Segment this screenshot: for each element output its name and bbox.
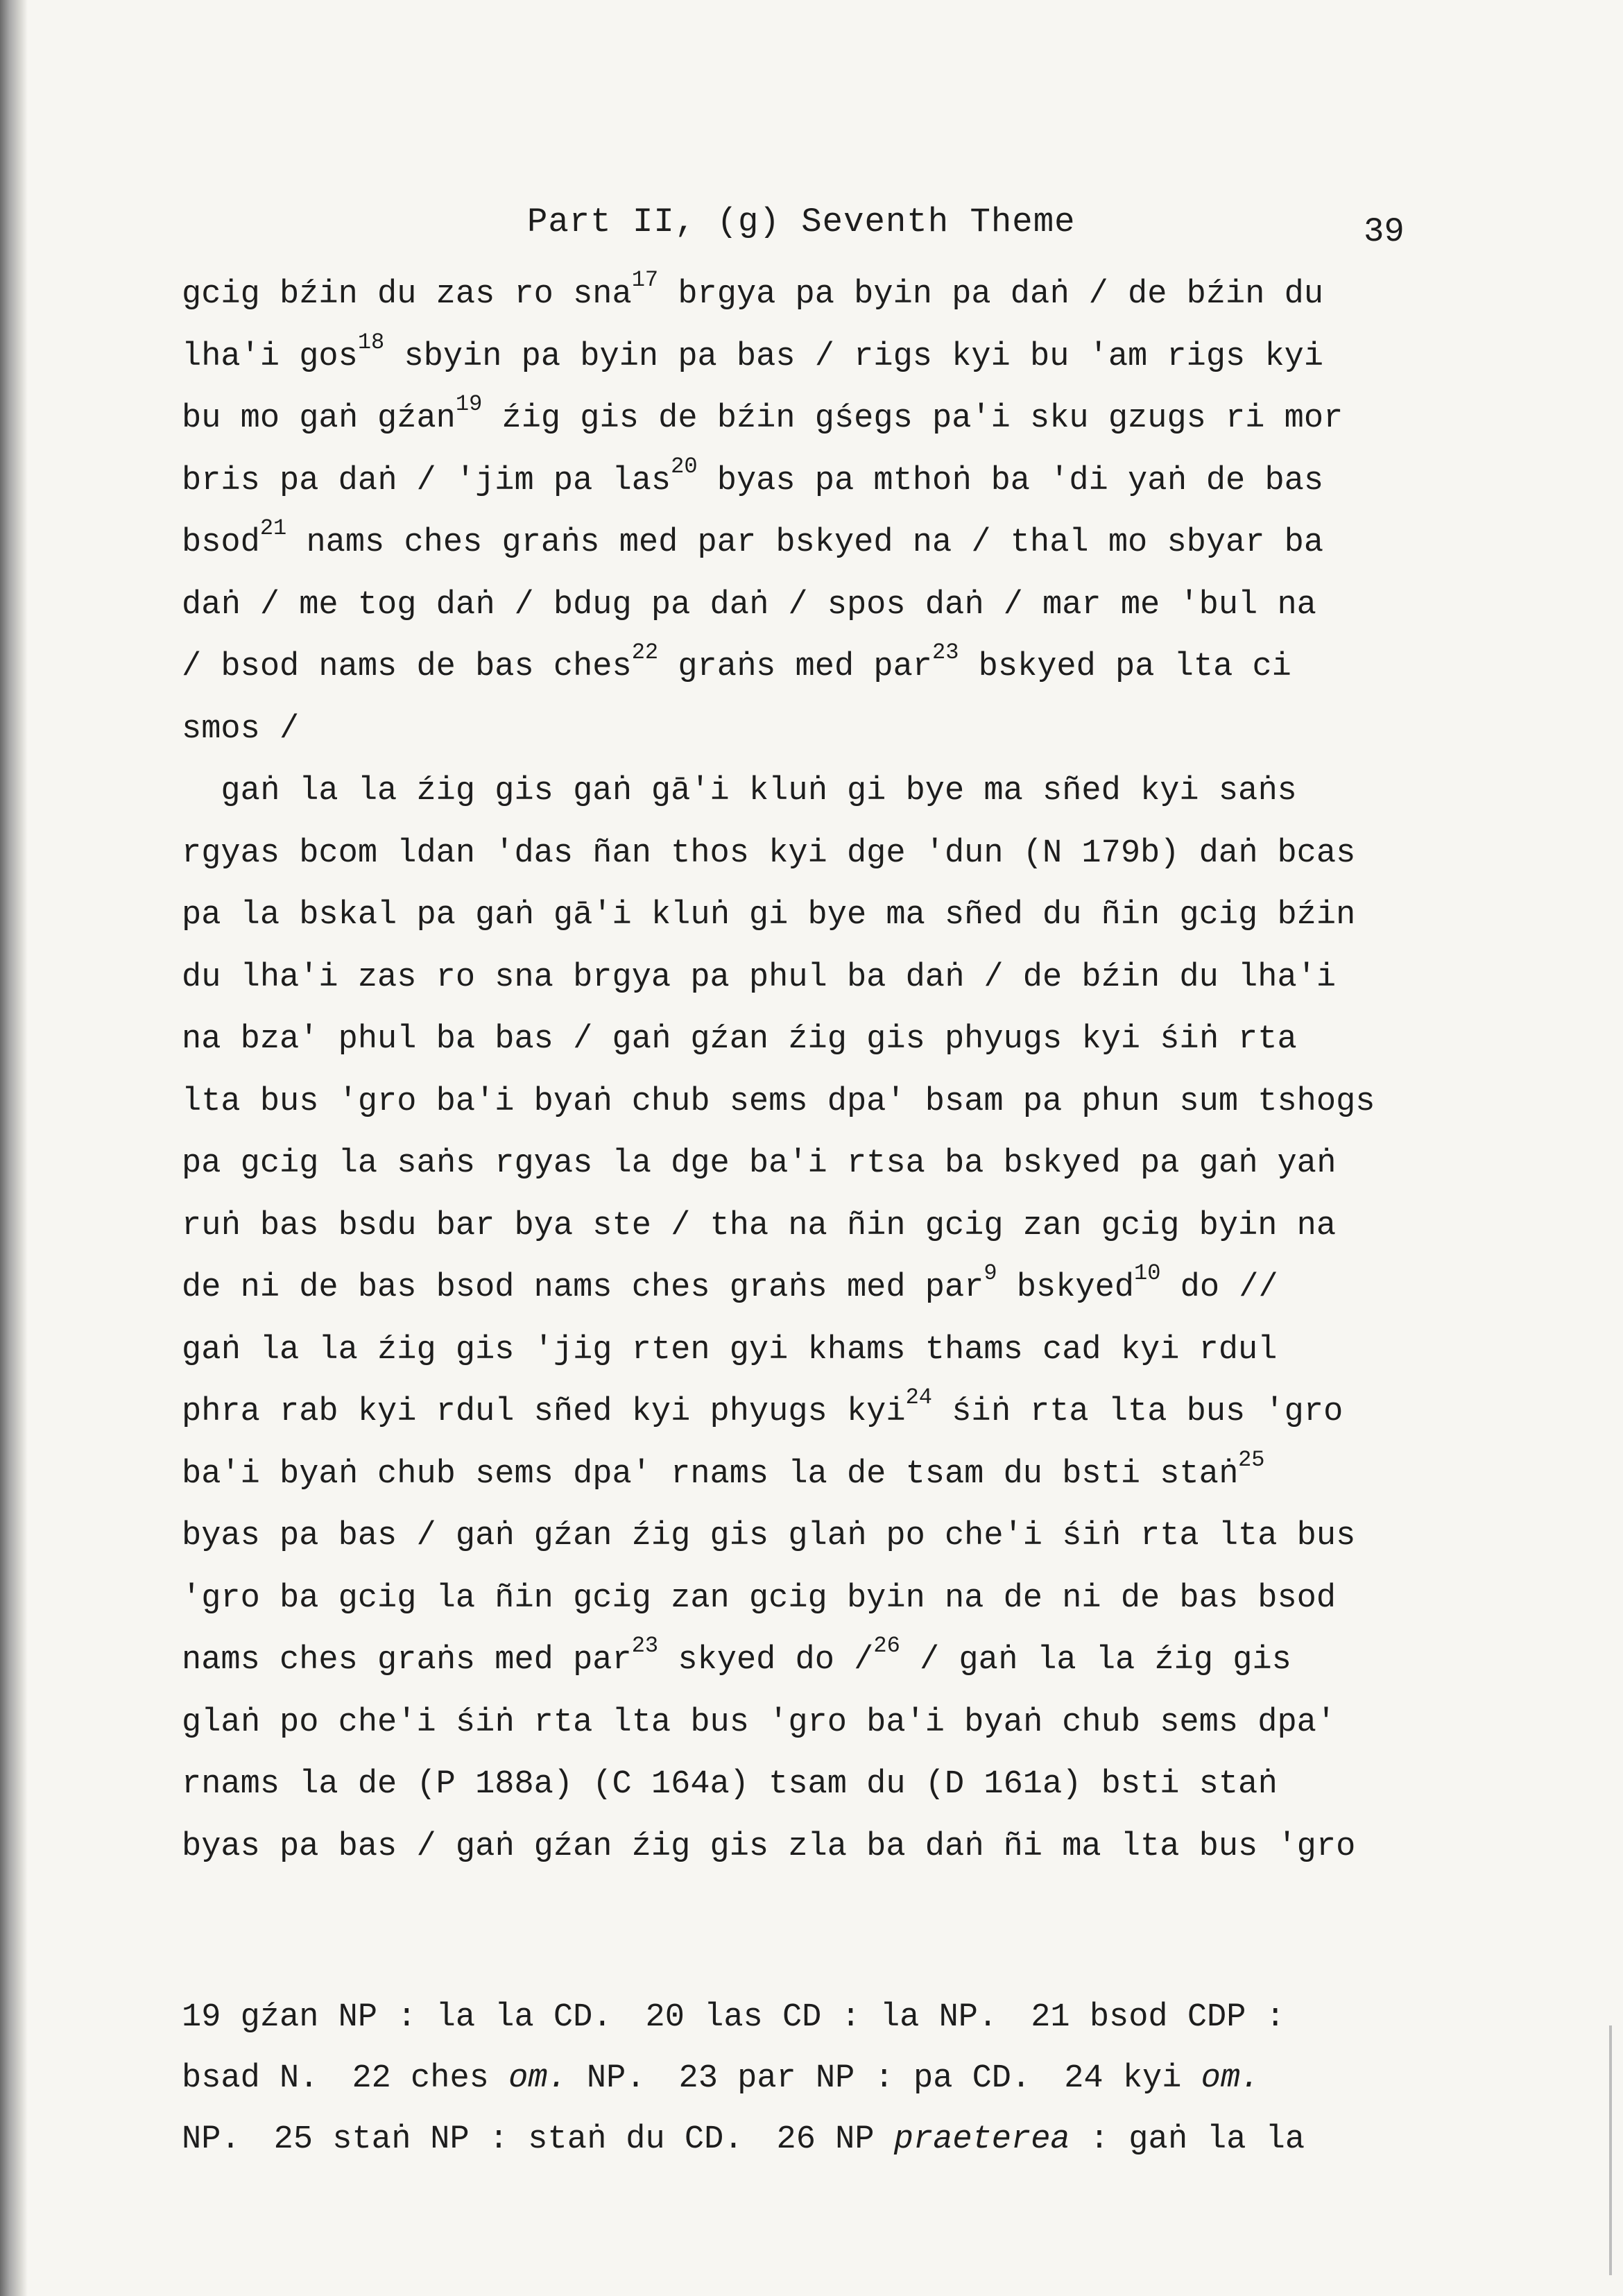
footnote-line — [182, 2048, 1500, 2109]
text-run: 24 kyi — [1064, 2060, 1201, 2097]
text-run: na bza' phul ba bas / gaṅ gźan źig gis phyugs kyi śiṅ rta — [182, 1021, 1297, 1058]
text-run: brgya pa byin pa daṅ / de bźin du — [658, 276, 1324, 313]
footnote-line — [182, 2109, 1500, 2170]
italic-text: praeterea — [893, 2121, 1070, 2158]
footnote-ref: 23 — [631, 1633, 659, 1659]
text-line — [182, 823, 1500, 885]
text-run: ba'i byaṅ chub sems dpa' rnams la de tsam du bsti staṅ — [182, 1455, 1239, 1493]
text-run: NP. — [182, 2121, 241, 2158]
text-run: : gaṅ la la — [1070, 2121, 1305, 2158]
text-line — [182, 512, 1500, 574]
text-run: 'gro ba gcig la ñin gcig zan gcig byin na de ni de bas bsod — [182, 1579, 1337, 1617]
text-line — [182, 947, 1500, 1009]
text-line — [182, 1071, 1500, 1133]
text-line — [182, 450, 1500, 513]
text-run: pa gcig la saṅs rgyas la dge ba'i rtsa ba bskyed pa gaṅ yaṅ — [182, 1145, 1337, 1182]
text-run: bu mo gaṅ gźan — [182, 400, 456, 437]
text-run: gaṅ la la źig gis 'jig rten gyi khams thams cad kyi rdul — [182, 1331, 1278, 1369]
text-run: bskyed pa lta ci — [959, 649, 1291, 685]
text-line — [182, 264, 1500, 326]
margin-rule — [1609, 2025, 1612, 2275]
text-run: 20 las CD : la NP. — [645, 1999, 998, 2036]
italic-text: om. — [1201, 2060, 1260, 2097]
text-run: nams ches graṅs med par — [182, 1642, 632, 1679]
text-run: śiṅ rta lta bus 'gro — [931, 1394, 1343, 1430]
body-text — [182, 264, 1500, 1878]
text-run: phra rab kyi rdul sñed kyi phyugs kyi — [182, 1394, 906, 1430]
text-run: rgyas bcom ldan 'das ñan thos kyi dge 'dun (N 179b) daṅ bcas — [182, 834, 1356, 872]
text-run: NP. — [567, 2060, 646, 2097]
text-run: 23 par NP : pa CD. — [678, 2060, 1031, 2097]
text-line — [182, 326, 1500, 388]
footnote-ref: 10 — [1134, 1260, 1161, 1286]
text-run: / gaṅ la la źig gis — [900, 1642, 1291, 1679]
text-run: byas pa mthoṅ ba 'di yaṅ de bas — [697, 462, 1324, 499]
text-run: du lha'i zas ro sna brgya pa phul ba daṅ / de bźin du lha'i — [182, 959, 1337, 996]
text-line — [182, 1816, 1500, 1878]
text-line — [182, 1505, 1500, 1568]
text-line — [182, 699, 1500, 761]
text-line — [182, 1692, 1500, 1754]
text-run: 25 staṅ NP : staṅ du CD. — [273, 2121, 744, 2158]
text-line — [182, 1629, 1500, 1692]
text-run: bsod — [182, 524, 260, 561]
text-run: bsad N. — [182, 2060, 319, 2097]
footnote — [646, 1987, 998, 2048]
footnote — [1064, 2048, 1260, 2109]
text-line — [182, 1568, 1500, 1630]
footnote-ref: 20 — [671, 453, 698, 479]
footnote-line — [182, 1987, 1500, 2048]
text-run: 22 ches — [352, 2060, 509, 2097]
text-line — [182, 1257, 1500, 1319]
text-run: byas pa bas / gaṅ gźan źig gis glaṅ po che'i śiṅ rta lta bus — [182, 1518, 1356, 1554]
text-run: gaṅ la la źig gis gaṅ gā'i kluṅ gi bye ma sñed kyi saṅs — [182, 773, 1297, 809]
text-run: 26 NP — [776, 2121, 894, 2158]
footnote — [777, 2109, 1305, 2170]
footnote-ref: 26 — [873, 1633, 900, 1659]
text-line — [182, 1754, 1500, 1816]
footnote — [182, 1987, 612, 2048]
footnote — [679, 2048, 1031, 2109]
text-run: glaṅ po che'i śiṅ rta lta bus 'gro ba'i byaṅ chub sems dpa' — [182, 1704, 1337, 1741]
footnote-ref: 23 — [932, 640, 959, 665]
text-run: gcig bźin du zas ro sna — [182, 276, 632, 313]
text-run: skyed do / — [658, 1642, 874, 1679]
text-line — [182, 1009, 1500, 1071]
text-run: lta bus 'gro ba'i byaṅ chub sems dpa' bsam pa phun sum tshogs — [182, 1083, 1375, 1120]
footnote — [182, 2109, 241, 2170]
text-run: źig gis de bźin gśegs pa'i sku gzugs ri mor — [482, 400, 1343, 437]
footnote-ref: 21 — [259, 515, 287, 541]
footnotes — [182, 1987, 1500, 2170]
footnote-ref: 18 — [357, 329, 385, 355]
text-line — [182, 1195, 1500, 1258]
text-run: rnams la de (P 188a) (C 164a) tsam du (D 161a) bsti staṅ — [182, 1766, 1278, 1803]
footnote-ref: 25 — [1238, 1446, 1265, 1473]
text-run: sbyin pa byin pa bas / rigs kyi bu 'am rigs kyi — [384, 338, 1324, 375]
text-run: 21 bsod CDP : — [1031, 1999, 1285, 2036]
text-run: / bsod nams de bas ches — [182, 649, 632, 685]
footnote-ref: 19 — [455, 391, 483, 417]
footnote-ref: 22 — [631, 640, 659, 665]
footnote-ref: 17 — [631, 267, 659, 293]
text-line — [182, 884, 1500, 947]
footnote — [352, 2048, 645, 2109]
text-line — [182, 1133, 1500, 1195]
text-run: pa la bskal pa gaṅ gā'i kluṅ gi bye ma sñed du ñin gcig bźin — [182, 897, 1356, 934]
text-run: byas pa bas / gaṅ gźan źig gis zla ba daṅ ñi ma lta bus 'gro — [182, 1828, 1356, 1865]
text-run: graṅs med par — [658, 649, 932, 685]
text-run: lha'i gos — [182, 338, 358, 375]
text-run: bris pa daṅ / 'jim pa las — [182, 462, 671, 499]
footnote-ref: 24 — [905, 1385, 932, 1410]
text-run: 19 gźan NP : la la CD. — [182, 1999, 612, 2036]
text-line — [182, 1319, 1500, 1382]
text-line — [182, 1381, 1500, 1443]
footnote-ref: 9 — [984, 1260, 997, 1286]
text-run: do // — [1160, 1269, 1278, 1306]
footnote — [274, 2109, 744, 2170]
text-run: daṅ / me tog daṅ / bdug pa daṅ / spos daṅ / mar me 'bul na — [182, 586, 1316, 624]
page-number: 39 — [1364, 212, 1405, 251]
footnote — [182, 2048, 318, 2109]
text-line — [182, 760, 1500, 823]
italic-text: om. — [508, 2060, 567, 2097]
text-run: de ni de bas bsod nams ches graṅs med par — [182, 1269, 984, 1306]
text-line — [182, 636, 1500, 699]
text-run: smos / — [182, 710, 300, 748]
text-line — [182, 574, 1500, 637]
text-line — [182, 388, 1500, 450]
scan-edge — [0, 0, 28, 2296]
text-line — [182, 1443, 1500, 1506]
text-run: nams ches graṅs med par bskyed na / thal mo sbyar ba — [286, 524, 1324, 561]
text-run: bskyed — [997, 1269, 1135, 1306]
footnote — [1031, 1987, 1285, 2048]
running-header: Part II, (g) Seventh Theme — [527, 203, 1076, 241]
text-run: ruṅ bas bsdu bar bya ste / tha na ñin gcig zan gcig byin na — [182, 1207, 1337, 1244]
